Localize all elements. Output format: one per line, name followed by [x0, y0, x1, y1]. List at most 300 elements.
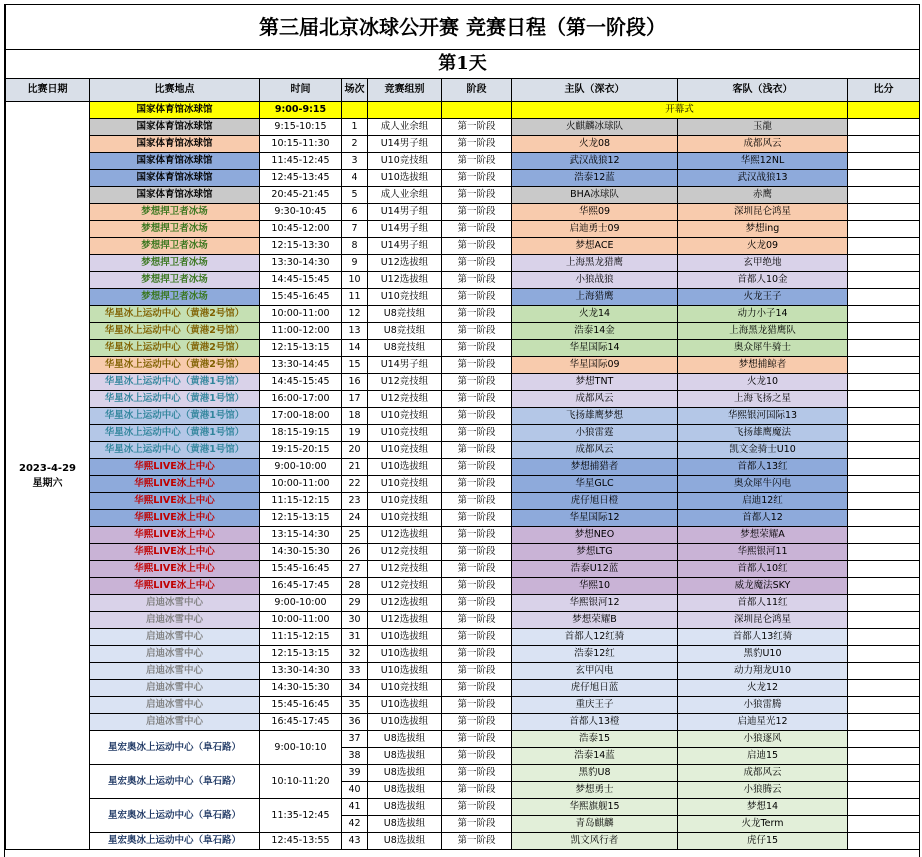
group-cell[interactable]: U10竞技组 — [368, 425, 442, 442]
stage-cell[interactable]: 第一阶段 — [442, 663, 512, 680]
match-no-cell[interactable]: 38 — [342, 748, 368, 765]
home-team-cell[interactable]: 成都风云 — [512, 442, 678, 459]
time-cell[interactable]: 10:45-12:00 — [260, 221, 342, 238]
home-team-cell[interactable]: 火麒麟冰球队 — [512, 119, 678, 136]
home-team-cell[interactable]: 华星GLC — [512, 476, 678, 493]
score-cell[interactable] — [848, 425, 920, 442]
home-team-cell[interactable]: 小狼雷霆 — [512, 425, 678, 442]
time-cell[interactable]: 10:00-11:00 — [260, 476, 342, 493]
home-team-cell[interactable]: 虎仔旭日蓝 — [512, 680, 678, 697]
home-team-cell[interactable]: 上海猎鹰 — [512, 289, 678, 306]
score-cell[interactable] — [848, 170, 920, 187]
away-team-cell[interactable]: 小狼腾云 — [678, 782, 848, 799]
time-cell[interactable]: 10:00-11:00 — [260, 612, 342, 629]
match-no-cell[interactable]: 34 — [342, 680, 368, 697]
away-team-cell[interactable]: 梦想捕鲸者 — [678, 357, 848, 374]
opening-stage[interactable] — [442, 102, 512, 119]
match-no-cell[interactable]: 19 — [342, 425, 368, 442]
group-cell[interactable]: U10选拔组 — [368, 663, 442, 680]
stage-cell[interactable]: 第一阶段 — [442, 272, 512, 289]
group-cell[interactable]: U10竞技组 — [368, 680, 442, 697]
match-no-cell[interactable]: 12 — [342, 306, 368, 323]
group-cell[interactable]: U12竞技组 — [368, 374, 442, 391]
match-no-cell[interactable]: 14 — [342, 340, 368, 357]
group-cell[interactable]: U10竞技组 — [368, 510, 442, 527]
score-cell[interactable] — [848, 306, 920, 323]
group-cell[interactable]: U14男子组 — [368, 357, 442, 374]
time-cell[interactable]: 13:30-14:30 — [260, 255, 342, 272]
away-team-cell[interactable]: 虎仔15 — [678, 833, 848, 850]
stage-cell[interactable]: 第一阶段 — [442, 289, 512, 306]
score-cell[interactable] — [848, 663, 920, 680]
group-cell[interactable]: U10竞技组 — [368, 476, 442, 493]
score-cell[interactable] — [848, 323, 920, 340]
home-team-cell[interactable]: 黑豹U8 — [512, 765, 678, 782]
home-team-cell[interactable]: 飞扬雄鹰梦想 — [512, 408, 678, 425]
venue-cell[interactable]: 华星冰上运动中心（黄港1号馆） — [90, 391, 260, 408]
home-team-cell[interactable]: 梦想TNT — [512, 374, 678, 391]
score-cell[interactable] — [848, 204, 920, 221]
home-team-cell[interactable]: 首都人12红骑 — [512, 629, 678, 646]
match-no-cell[interactable]: 17 — [342, 391, 368, 408]
venue-cell[interactable]: 国家体育馆冰球馆 — [90, 187, 260, 204]
match-no-cell[interactable]: 7 — [342, 221, 368, 238]
group-cell[interactable]: U14男子组 — [368, 136, 442, 153]
group-cell[interactable]: 成人业余组 — [368, 187, 442, 204]
venue-cell[interactable]: 华星冰上运动中心（黄港1号馆） — [90, 442, 260, 459]
score-cell[interactable] — [848, 391, 920, 408]
home-team-cell[interactable]: 华星国际12 — [512, 510, 678, 527]
home-team-cell[interactable]: 浩泰14金 — [512, 323, 678, 340]
home-team-cell[interactable]: 华熙09 — [512, 204, 678, 221]
group-cell[interactable]: U12竞技组 — [368, 544, 442, 561]
away-team-cell[interactable]: 首都人13红骑 — [678, 629, 848, 646]
venue-cell[interactable]: 启迪冰雪中心 — [90, 646, 260, 663]
stage-cell[interactable]: 第一阶段 — [442, 782, 512, 799]
venue-cell[interactable]: 国家体育馆冰球馆 — [90, 136, 260, 153]
stage-cell[interactable]: 第一阶段 — [442, 765, 512, 782]
away-team-cell[interactable]: 火龙10 — [678, 374, 848, 391]
stage-cell[interactable]: 第一阶段 — [442, 731, 512, 748]
away-team-cell[interactable]: 玉龍 — [678, 119, 848, 136]
stage-cell[interactable]: 第一阶段 — [442, 238, 512, 255]
away-team-cell[interactable]: 华熙银河国际13 — [678, 408, 848, 425]
stage-cell[interactable]: 第一阶段 — [442, 459, 512, 476]
match-no-cell[interactable]: 41 — [342, 799, 368, 816]
home-team-cell[interactable]: 火龙08 — [512, 136, 678, 153]
time-cell[interactable]: 15:45-16:45 — [260, 289, 342, 306]
time-cell[interactable]: 11:35-12:45 — [260, 799, 342, 833]
home-team-cell[interactable]: 梦想NEO — [512, 527, 678, 544]
away-team-cell[interactable]: 首都人13红 — [678, 459, 848, 476]
venue-cell[interactable]: 华熙LIVE冰上中心 — [90, 527, 260, 544]
match-no-cell[interactable]: 20 — [342, 442, 368, 459]
venue-cell[interactable]: 梦想捍卫者冰场 — [90, 255, 260, 272]
time-cell[interactable]: 16:00-17:00 — [260, 391, 342, 408]
match-no-cell[interactable]: 37 — [342, 731, 368, 748]
score-cell[interactable] — [848, 646, 920, 663]
venue-cell[interactable]: 梦想捍卫者冰场 — [90, 221, 260, 238]
venue-cell[interactable]: 梦想捍卫者冰场 — [90, 238, 260, 255]
score-cell[interactable] — [848, 561, 920, 578]
score-cell[interactable] — [848, 272, 920, 289]
home-team-cell[interactable]: 浩泰15 — [512, 731, 678, 748]
stage-cell[interactable]: 第一阶段 — [442, 544, 512, 561]
away-team-cell[interactable]: 梦想ing — [678, 221, 848, 238]
match-no-cell[interactable]: 10 — [342, 272, 368, 289]
venue-cell[interactable]: 梦想捍卫者冰场 — [90, 272, 260, 289]
venue-cell[interactable]: 启迪冰雪中心 — [90, 629, 260, 646]
time-cell[interactable]: 12:45-13:55 — [260, 833, 342, 850]
stage-cell[interactable]: 第一阶段 — [442, 595, 512, 612]
venue-cell[interactable]: 华星冰上运动中心（黄港2号馆） — [90, 306, 260, 323]
group-cell[interactable]: U10选拔组 — [368, 170, 442, 187]
home-team-cell[interactable]: 梦想勇士 — [512, 782, 678, 799]
match-no-cell[interactable]: 11 — [342, 289, 368, 306]
group-cell[interactable]: U8选拔组 — [368, 731, 442, 748]
venue-cell[interactable]: 华熙LIVE冰上中心 — [90, 544, 260, 561]
away-team-cell[interactable]: 奥众犀牛骑士 — [678, 340, 848, 357]
time-cell[interactable]: 9:15-10:15 — [260, 119, 342, 136]
score-cell[interactable] — [848, 459, 920, 476]
away-team-cell[interactable]: 玄甲绝地 — [678, 255, 848, 272]
venue-cell[interactable]: 华熙LIVE冰上中心 — [90, 493, 260, 510]
stage-cell[interactable]: 第一阶段 — [442, 816, 512, 833]
match-no-cell[interactable]: 35 — [342, 697, 368, 714]
score-cell[interactable] — [848, 187, 920, 204]
away-team-cell[interactable]: 启迪15 — [678, 748, 848, 765]
time-cell[interactable]: 14:30-15:30 — [260, 544, 342, 561]
match-no-cell[interactable]: 16 — [342, 374, 368, 391]
group-cell[interactable]: 成人业余组 — [368, 119, 442, 136]
match-no-cell[interactable]: 32 — [342, 646, 368, 663]
match-no-cell[interactable]: 36 — [342, 714, 368, 731]
time-cell[interactable]: 11:00-12:00 — [260, 323, 342, 340]
score-cell[interactable] — [848, 697, 920, 714]
opening-venue[interactable]: 国家体育馆冰球馆 — [90, 102, 260, 119]
stage-cell[interactable]: 第一阶段 — [442, 391, 512, 408]
home-team-cell[interactable]: 武汉战狼12 — [512, 153, 678, 170]
header-match-no[interactable]: 场次 — [342, 79, 368, 102]
home-team-cell[interactable]: 浩泰14蓝 — [512, 748, 678, 765]
time-cell[interactable]: 11:15-12:15 — [260, 493, 342, 510]
stage-cell[interactable]: 第一阶段 — [442, 204, 512, 221]
away-team-cell[interactable]: 赤鹰 — [678, 187, 848, 204]
away-team-cell[interactable]: 威龙魔法SKY — [678, 578, 848, 595]
away-team-cell[interactable]: 小狼逐风 — [678, 731, 848, 748]
score-cell[interactable] — [848, 340, 920, 357]
score-cell[interactable] — [848, 731, 920, 748]
stage-cell[interactable]: 第一阶段 — [442, 799, 512, 816]
group-cell[interactable]: U8选拔组 — [368, 816, 442, 833]
score-cell[interactable] — [848, 119, 920, 136]
venue-cell[interactable]: 梦想捍卫者冰场 — [90, 289, 260, 306]
stage-cell[interactable]: 第一阶段 — [442, 612, 512, 629]
group-cell[interactable]: U8选拔组 — [368, 748, 442, 765]
home-team-cell[interactable]: 火龙14 — [512, 306, 678, 323]
group-cell[interactable]: U8竞技组 — [368, 306, 442, 323]
group-cell[interactable]: U12选拔组 — [368, 527, 442, 544]
header-time[interactable]: 时间 — [260, 79, 342, 102]
venue-cell[interactable]: 华熙LIVE冰上中心 — [90, 561, 260, 578]
time-cell[interactable]: 10:00-11:00 — [260, 306, 342, 323]
group-cell[interactable]: U12选拔组 — [368, 595, 442, 612]
group-cell[interactable]: U14男子组 — [368, 204, 442, 221]
away-team-cell[interactable]: 奥众犀牛闪电 — [678, 476, 848, 493]
home-team-cell[interactable]: 华熙银河12 — [512, 595, 678, 612]
score-cell[interactable] — [848, 833, 920, 850]
home-team-cell[interactable]: 华熙旗舰15 — [512, 799, 678, 816]
score-cell[interactable] — [848, 680, 920, 697]
score-cell[interactable] — [848, 816, 920, 833]
venue-cell[interactable]: 星宏奥冰上运动中心（阜石路） — [90, 833, 260, 850]
home-team-cell[interactable]: 首都人13橙 — [512, 714, 678, 731]
venue-cell[interactable]: 华星冰上运动中心（黄港2号馆） — [90, 323, 260, 340]
stage-cell[interactable]: 第一阶段 — [442, 578, 512, 595]
stage-cell[interactable]: 第一阶段 — [442, 527, 512, 544]
time-cell[interactable]: 16:45-17:45 — [260, 714, 342, 731]
group-cell[interactable]: U8竞技组 — [368, 323, 442, 340]
group-cell[interactable]: U14男子组 — [368, 238, 442, 255]
venue-cell[interactable]: 华星冰上运动中心（黄港1号馆） — [90, 408, 260, 425]
venue-cell[interactable]: 启迪冰雪中心 — [90, 680, 260, 697]
match-no-cell[interactable]: 39 — [342, 765, 368, 782]
stage-cell[interactable]: 第一阶段 — [442, 221, 512, 238]
group-cell[interactable]: U8选拔组 — [368, 799, 442, 816]
home-team-cell[interactable]: 重庆王子 — [512, 697, 678, 714]
away-team-cell[interactable]: 首都人10金 — [678, 272, 848, 289]
score-cell[interactable] — [848, 408, 920, 425]
group-cell[interactable]: U10竞技组 — [368, 408, 442, 425]
away-team-cell[interactable]: 黑豹U10 — [678, 646, 848, 663]
home-team-cell[interactable]: 华熙10 — [512, 578, 678, 595]
stage-cell[interactable]: 第一阶段 — [442, 187, 512, 204]
home-team-cell[interactable]: 启迪勇士09 — [512, 221, 678, 238]
away-team-cell[interactable]: 凯文金骑士U10 — [678, 442, 848, 459]
match-no-cell[interactable]: 33 — [342, 663, 368, 680]
time-cell[interactable]: 16:45-17:45 — [260, 578, 342, 595]
header-venue[interactable]: 比赛地点 — [90, 79, 260, 102]
group-cell[interactable]: U12选拔组 — [368, 612, 442, 629]
stage-cell[interactable]: 第一阶段 — [442, 357, 512, 374]
stage-cell[interactable]: 第一阶段 — [442, 323, 512, 340]
stage-cell[interactable]: 第一阶段 — [442, 255, 512, 272]
away-team-cell[interactable]: 深圳昆仑鸿星 — [678, 204, 848, 221]
match-no-cell[interactable]: 23 — [342, 493, 368, 510]
stage-cell[interactable]: 第一阶段 — [442, 697, 512, 714]
venue-cell[interactable]: 星宏奥冰上运动中心（阜石路） — [90, 731, 260, 765]
away-team-cell[interactable]: 火龙09 — [678, 238, 848, 255]
match-no-cell[interactable]: 18 — [342, 408, 368, 425]
stage-cell[interactable]: 第一阶段 — [442, 442, 512, 459]
away-team-cell[interactable]: 上海飞扬之星 — [678, 391, 848, 408]
time-cell[interactable]: 12:15-13:30 — [260, 238, 342, 255]
venue-cell[interactable]: 星宏奥冰上运动中心（阜石路） — [90, 799, 260, 833]
opening-score[interactable] — [848, 102, 920, 119]
match-no-cell[interactable]: 1 — [342, 119, 368, 136]
group-cell[interactable]: U10选拔组 — [368, 697, 442, 714]
stage-cell[interactable]: 第一阶段 — [442, 714, 512, 731]
away-team-cell[interactable]: 小狼雷腾 — [678, 697, 848, 714]
score-cell[interactable] — [848, 255, 920, 272]
group-cell[interactable]: U10竞技组 — [368, 289, 442, 306]
group-cell[interactable]: U10竞技组 — [368, 493, 442, 510]
group-cell[interactable]: U10竞技组 — [368, 442, 442, 459]
venue-cell[interactable]: 启迪冰雪中心 — [90, 697, 260, 714]
stage-cell[interactable]: 第一阶段 — [442, 306, 512, 323]
away-team-cell[interactable]: 成都风云 — [678, 765, 848, 782]
group-cell[interactable]: U12竞技组 — [368, 578, 442, 595]
match-no-cell[interactable]: 3 — [342, 153, 368, 170]
stage-cell[interactable]: 第一阶段 — [442, 374, 512, 391]
score-cell[interactable] — [848, 442, 920, 459]
venue-cell[interactable]: 国家体育馆冰球馆 — [90, 170, 260, 187]
venue-cell[interactable]: 启迪冰雪中心 — [90, 663, 260, 680]
away-team-cell[interactable]: 启迪12红 — [678, 493, 848, 510]
time-cell[interactable]: 10:10-11:20 — [260, 765, 342, 799]
match-no-cell[interactable]: 30 — [342, 612, 368, 629]
venue-cell[interactable]: 华星冰上运动中心（黄港2号馆） — [90, 340, 260, 357]
stage-cell[interactable]: 第一阶段 — [442, 493, 512, 510]
venue-cell[interactable]: 国家体育馆冰球馆 — [90, 153, 260, 170]
group-cell[interactable]: U10选拔组 — [368, 646, 442, 663]
away-team-cell[interactable]: 启迪星光12 — [678, 714, 848, 731]
stage-cell[interactable]: 第一阶段 — [442, 680, 512, 697]
header-score[interactable]: 比分 — [848, 79, 920, 102]
home-team-cell[interactable]: 华星国际14 — [512, 340, 678, 357]
stage-cell[interactable]: 第一阶段 — [442, 119, 512, 136]
venue-cell[interactable]: 华星冰上运动中心（黄港1号馆） — [90, 374, 260, 391]
time-cell[interactable]: 14:45-15:45 — [260, 272, 342, 289]
home-team-cell[interactable]: 梦想荣耀B — [512, 612, 678, 629]
home-team-cell[interactable]: 梦想ACE — [512, 238, 678, 255]
home-team-cell[interactable]: 浩泰U12蓝 — [512, 561, 678, 578]
match-no-cell[interactable]: 42 — [342, 816, 368, 833]
time-cell[interactable]: 12:15-13:15 — [260, 510, 342, 527]
away-team-cell[interactable]: 成都风云 — [678, 136, 848, 153]
match-no-cell[interactable]: 28 — [342, 578, 368, 595]
venue-cell[interactable]: 华熙LIVE冰上中心 — [90, 476, 260, 493]
home-team-cell[interactable]: 上海黑龙猎鹰 — [512, 255, 678, 272]
match-no-cell[interactable]: 4 — [342, 170, 368, 187]
home-team-cell[interactable]: BHA冰球队 — [512, 187, 678, 204]
home-team-cell[interactable]: 虎仔旭日橙 — [512, 493, 678, 510]
score-cell[interactable] — [848, 374, 920, 391]
time-cell[interactable]: 11:15-12:15 — [260, 629, 342, 646]
away-team-cell[interactable]: 梦想荣耀A — [678, 527, 848, 544]
score-cell[interactable] — [848, 238, 920, 255]
match-no-cell[interactable]: 13 — [342, 323, 368, 340]
score-cell[interactable] — [848, 782, 920, 799]
home-team-cell[interactable]: 成都风云 — [512, 391, 678, 408]
group-cell[interactable]: U10选拔组 — [368, 459, 442, 476]
home-team-cell[interactable]: 浩泰12蓝 — [512, 170, 678, 187]
match-no-cell[interactable]: 21 — [342, 459, 368, 476]
away-team-cell[interactable]: 飞扬雄鹰魔法 — [678, 425, 848, 442]
away-team-cell[interactable]: 首都人10红 — [678, 561, 848, 578]
match-no-cell[interactable]: 24 — [342, 510, 368, 527]
stage-cell[interactable]: 第一阶段 — [442, 170, 512, 187]
group-cell[interactable]: U12选拔组 — [368, 255, 442, 272]
away-team-cell[interactable]: 动力小子14 — [678, 306, 848, 323]
home-team-cell[interactable]: 华星国际09 — [512, 357, 678, 374]
venue-cell[interactable]: 华熙LIVE冰上中心 — [90, 510, 260, 527]
away-team-cell[interactable]: 动力翔龙U10 — [678, 663, 848, 680]
time-cell[interactable]: 17:00-18:00 — [260, 408, 342, 425]
match-no-cell[interactable]: 43 — [342, 833, 368, 850]
venue-cell[interactable]: 启迪冰雪中心 — [90, 595, 260, 612]
score-cell[interactable] — [848, 748, 920, 765]
away-team-cell[interactable]: 火龙12 — [678, 680, 848, 697]
stage-cell[interactable]: 第一阶段 — [442, 561, 512, 578]
score-cell[interactable] — [848, 136, 920, 153]
time-cell[interactable]: 9:00-10:00 — [260, 459, 342, 476]
group-cell[interactable]: U12竞技组 — [368, 561, 442, 578]
score-cell[interactable] — [848, 544, 920, 561]
opening-group[interactable] — [368, 102, 442, 119]
venue-cell[interactable]: 梦想捍卫者冰场 — [90, 204, 260, 221]
stage-cell[interactable]: 第一阶段 — [442, 408, 512, 425]
time-cell[interactable]: 9:00-10:00 — [260, 595, 342, 612]
away-team-cell[interactable]: 梦想14 — [678, 799, 848, 816]
score-cell[interactable] — [848, 357, 920, 374]
time-cell[interactable]: 14:45-15:45 — [260, 374, 342, 391]
group-cell[interactable]: U10选拔组 — [368, 714, 442, 731]
away-team-cell[interactable]: 深圳昆仑鸿星 — [678, 612, 848, 629]
date-cell[interactable] — [6, 102, 90, 850]
time-cell[interactable]: 12:15-13:15 — [260, 646, 342, 663]
time-cell[interactable]: 13:30-14:45 — [260, 357, 342, 374]
stage-cell[interactable]: 第一阶段 — [442, 833, 512, 850]
venue-cell[interactable]: 启迪冰雪中心 — [90, 714, 260, 731]
venue-cell[interactable]: 启迪冰雪中心 — [90, 612, 260, 629]
score-cell[interactable] — [848, 578, 920, 595]
home-team-cell[interactable]: 浩泰12红 — [512, 646, 678, 663]
group-cell[interactable]: U10选拔组 — [368, 629, 442, 646]
stage-cell[interactable]: 第一阶段 — [442, 510, 512, 527]
time-cell[interactable]: 20:45-21:45 — [260, 187, 342, 204]
time-cell[interactable]: 11:45-12:45 — [260, 153, 342, 170]
stage-cell[interactable]: 第一阶段 — [442, 340, 512, 357]
away-team-cell[interactable]: 首都人12 — [678, 510, 848, 527]
group-cell[interactable]: U8选拔组 — [368, 765, 442, 782]
opening-match-no[interactable] — [342, 102, 368, 119]
time-cell[interactable]: 13:15-14:30 — [260, 527, 342, 544]
score-cell[interactable] — [848, 629, 920, 646]
venue-cell[interactable]: 华熙LIVE冰上中心 — [90, 578, 260, 595]
score-cell[interactable] — [848, 799, 920, 816]
time-cell[interactable]: 12:15-13:15 — [260, 340, 342, 357]
group-cell[interactable]: U8选拔组 — [368, 782, 442, 799]
header-stage[interactable]: 阶段 — [442, 79, 512, 102]
time-cell[interactable]: 15:45-16:45 — [260, 697, 342, 714]
score-cell[interactable] — [848, 595, 920, 612]
score-cell[interactable] — [848, 714, 920, 731]
time-cell[interactable]: 18:15-19:15 — [260, 425, 342, 442]
score-cell[interactable] — [848, 493, 920, 510]
match-no-cell[interactable]: 25 — [342, 527, 368, 544]
home-team-cell[interactable]: 玄甲闪电 — [512, 663, 678, 680]
time-cell[interactable]: 10:15-11:30 — [260, 136, 342, 153]
time-cell[interactable]: 19:15-20:15 — [260, 442, 342, 459]
match-no-cell[interactable]: 27 — [342, 561, 368, 578]
group-cell[interactable]: U12竞技组 — [368, 391, 442, 408]
opening-time[interactable]: 9:00-9:15 — [260, 102, 342, 119]
match-no-cell[interactable]: 29 — [342, 595, 368, 612]
stage-cell[interactable]: 第一阶段 — [442, 748, 512, 765]
match-no-cell[interactable]: 40 — [342, 782, 368, 799]
match-no-cell[interactable]: 31 — [342, 629, 368, 646]
